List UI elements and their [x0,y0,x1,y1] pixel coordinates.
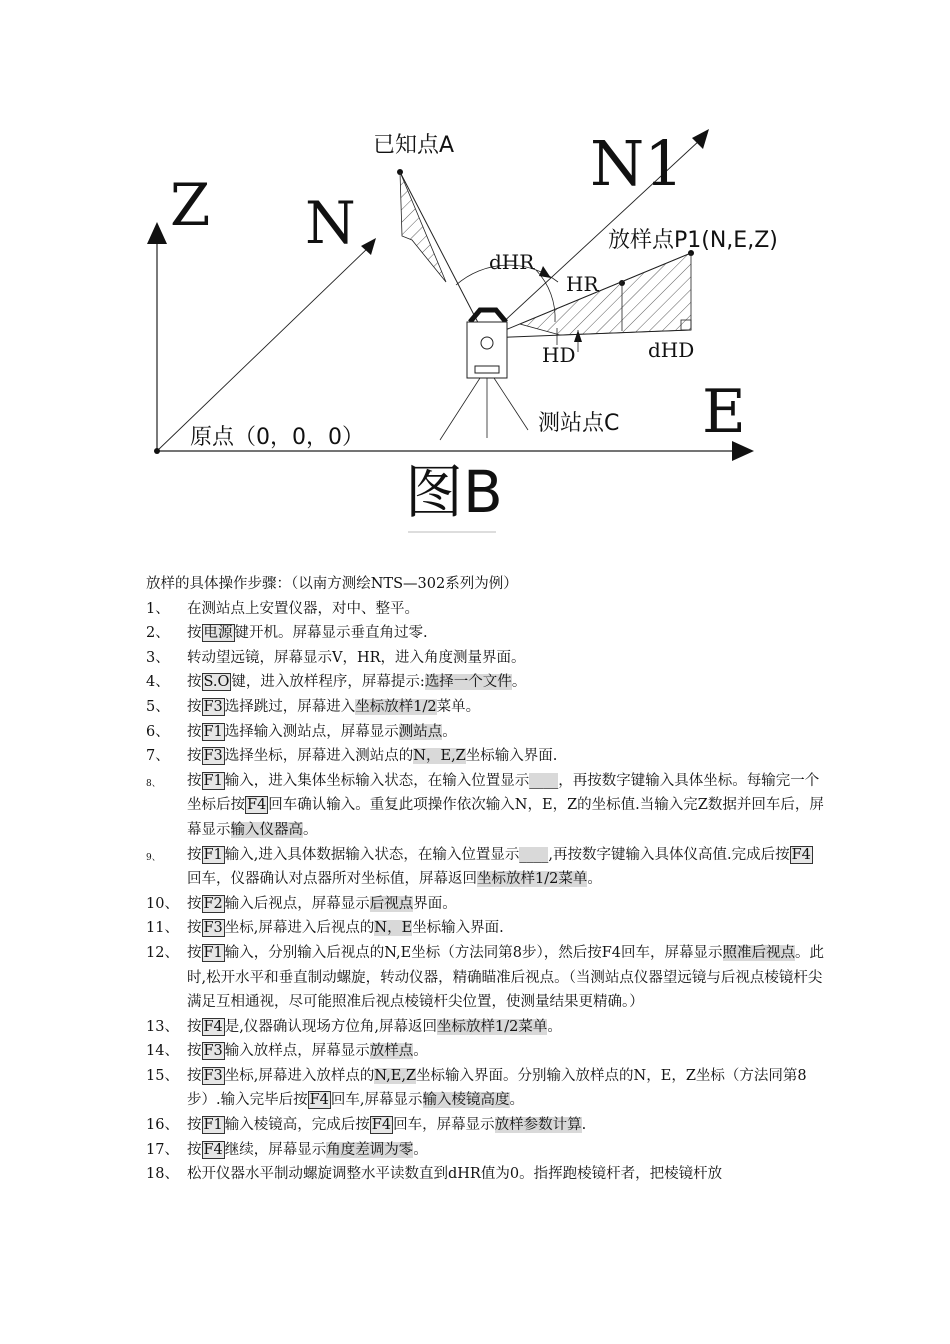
step-4 [146,670,826,695]
step-text: 坐标,屏幕进入后视点的 [224,920,375,937]
step-text: 坐标输入界面. [412,920,504,937]
step-6 [146,720,826,745]
f2-key: F2 [203,895,223,912]
f3-key: F3 [203,1043,223,1060]
step-text: 菜单。 [436,698,481,715]
step-text: 。 [442,723,457,740]
step-text: 。此时,松开水平和垂直制动螺旋，转动仪器，精确瞄准后视点。（当测站点仪器望远镜与后视点棱镜杆尖满足互相通视，尽可能照准后视点棱镜杆尖位置，使测量结果更精确。） [187,944,825,1011]
f3-key: F3 [203,1067,223,1084]
step-text: 选择坐标，屏幕进入测站点的 [224,748,414,765]
step-number: 8、 [146,778,161,789]
f4-key: F4 [203,1018,223,1035]
f1-key: F1 [203,846,223,863]
step-text: 选择跳过，屏幕进入 [224,698,356,715]
dhr-arrow [539,266,551,278]
screen-text: N,E,Z [374,1067,417,1084]
step-text: 键，进入放样程序，屏幕提示: [231,674,425,691]
stakeout-diagram [0,0,950,560]
step-text: ,再按数字键输入具体仪高值.完成后按 [548,846,790,863]
step-text: 按 [187,698,202,715]
step-text: 回车，屏幕显示 [393,1117,495,1134]
figure-caption: 图B [405,458,503,526]
f1-key: F1 [203,944,223,961]
step-number: 16、 [146,1117,179,1134]
step-text: 在测站点上安置仪器，对中、整平。 [187,600,419,617]
step-text: 坐标输入界面。分别输入放样点的N，E，Z坐标（方法同第8步）.输入完毕后按 [187,1067,807,1109]
step-7 [146,744,826,769]
step-number: 13、 [146,1018,179,1035]
step-text: ，再按数字键输入具体坐标。每输完一个坐标后按 [187,772,820,814]
step-number: 18、 [146,1166,179,1183]
step-11 [146,916,826,941]
step-5 [146,695,826,720]
screen-text: N，E,Z [413,748,466,765]
step-text: 转动望远镜，屏幕显示V，HR，进入角度测量界面。 [187,649,526,666]
axis-n-label: N [305,189,356,257]
step-text: 。 [413,1141,428,1158]
step-text: 按 [187,1141,202,1158]
screen-text: N，E [374,920,413,937]
f1-key: F1 [203,723,223,740]
step-number: 2、 [146,625,170,642]
step-number: 15、 [146,1067,179,1084]
f4-key: F4 [371,1117,392,1134]
step-text: 按 [187,625,202,642]
input-placeholder: ____ [519,846,549,863]
f1-key: F1 [203,1117,223,1134]
f3-key: F3 [203,698,223,715]
screen-text: 坐标放样1/2菜单 [437,1018,548,1035]
screen-text: 后视点 [369,895,414,912]
n1-axis-arrow [692,129,709,149]
step-number: 12、 [146,944,179,961]
line-station-to-a [400,172,486,338]
hr-label: HR [566,272,599,296]
step-15 [146,1064,826,1113]
f4-key: F4 [309,1092,329,1109]
step-text: 输入棱镜高，完成后按 [224,1117,370,1134]
step-number: 9、 [146,852,161,863]
step-text: 键开机。屏幕显示垂直角过零. [234,625,428,642]
f3-key: F3 [203,920,223,937]
step-text: 按 [187,1117,202,1134]
station-label: 测站点C [538,411,620,436]
step-16 [146,1113,826,1138]
screen-text: 选择一个文件 [424,674,512,691]
step-text: 输入，分别输入后视点的N,E坐标（方法同第8步），然后按F4回车，屏幕显示 [224,944,723,961]
step-text: 按 [187,895,202,912]
dhr-label: dHR [489,250,535,274]
step-text: 回车,屏幕显示 [330,1092,423,1109]
step-number: 5、 [146,698,170,715]
hatch-a [400,172,446,282]
z-axis-arrow [147,222,167,244]
step-text: 按 [187,920,202,937]
step-number: 17、 [146,1141,179,1158]
screen-text: 坐标放样1/2菜单 [477,871,588,888]
f4-key: F4 [247,797,267,814]
step-1 [146,597,826,622]
step-text: 输入放样点，屏幕显示 [224,1043,370,1060]
step-text: 。 [511,674,527,691]
step-number: 14、 [146,1043,179,1060]
f4-key: F4 [791,846,811,863]
step-text: 回车，仪器确认对点器所对坐标值，屏幕返回 [187,871,477,888]
screen-text: 坐标放样1/2 [355,698,437,715]
axis-n1-label: N1 [590,127,684,200]
axis-z-label: Z [170,171,211,239]
step-text: 是,仪器确认现场方位角,屏幕返回 [224,1018,438,1035]
step-text: 输入,进入具体数据输入状态，在输入位置显示 [224,846,520,863]
step-text: 。 [413,1043,428,1060]
step-text: 按 [187,674,202,691]
screen-text: 角度差调为零 [326,1141,414,1158]
step-13 [146,1015,826,1040]
axis-e-label: E [702,377,746,447]
step-text: 界面。 [413,895,457,912]
step-text: 输入，进入集体坐标输入状态，在输入位置显示 [224,772,530,789]
step-text: 。 [509,1092,525,1109]
step-text: 按 [187,1067,202,1084]
step-text: 选择输入测站点，屏幕显示 [224,723,399,740]
stake-point-label: 放样点P1(N,E,Z) [608,228,778,253]
step-number: 11、 [146,920,179,937]
step-text: 按 [187,944,202,961]
step-number: 3、 [146,649,170,666]
so-key: S.O [203,674,230,691]
total-station-instrument [440,310,528,440]
step-number: 10、 [146,895,179,912]
hatch-p1 [520,253,691,335]
step-number: 7、 [146,748,170,765]
f3-key: F3 [203,748,223,765]
dhd-label: dHD [648,338,695,362]
step-text: 按 [187,846,202,863]
step-text: 坐标输入界面. [465,748,558,765]
step-18 [146,1162,826,1187]
known-point-label: 已知点A [373,133,455,158]
step-9 [146,843,826,892]
step-2 [146,621,826,646]
step-text: 。 [303,821,318,838]
screen-text: 输入仪器高 [230,821,303,838]
power-key: 电源 [203,625,233,642]
step-3 [146,646,826,671]
origin-label: 原点（0，0，0） [190,425,364,450]
screen-text: 放样参数计算 [494,1117,582,1134]
screen-text: 放样点 [369,1043,414,1060]
step-text: 坐标,屏幕进入放样点的 [224,1067,375,1084]
f1-key: F1 [203,772,223,789]
step-text: 输入后视点，屏幕显示 [224,895,370,912]
step-text: 松开仪器水平制动螺旋调整水平读数直到dHR值为0。指挥跑棱镜杆者，把棱镜杆放 [187,1166,723,1183]
step-number: 6、 [146,723,170,740]
step-text: 按 [187,723,202,740]
step-10 [146,892,826,917]
screen-text: 测站点 [398,723,443,740]
n-axis [157,246,370,451]
step-text: 按 [187,1018,202,1035]
step-number: 4、 [146,674,170,691]
input-placeholder: ____ [529,772,559,789]
step-text: 回车确认输入。重复此项操作依次输入N，E，Z的坐标值.当输入完Z数据并回车后，屏幕显示 [187,797,824,838]
step-8 [146,769,826,843]
screen-text: 输入棱镜高度 [422,1092,510,1109]
origin-point [154,448,160,454]
procedure-steps [146,572,826,1187]
step-text: 按 [187,748,202,765]
screen-text: 照准后视点 [722,944,796,961]
step-17 [146,1138,826,1163]
step-text: 。 [587,871,602,888]
step-14 [146,1039,826,1064]
step-text: 继续，屏幕显示 [224,1141,327,1158]
step-12 [146,941,826,1015]
step-text: . [581,1117,587,1134]
step-text: 。 [547,1018,562,1035]
f4-key: F4 [203,1141,223,1158]
hd-label: HD [542,343,576,367]
step-text: 按 [187,772,202,789]
step-text: 按 [187,1043,202,1060]
step-number: 1、 [146,600,170,617]
procedure-heading: 放样的具体操作步骤：（以南方测绘NTS—302系列为例） [146,576,518,592]
